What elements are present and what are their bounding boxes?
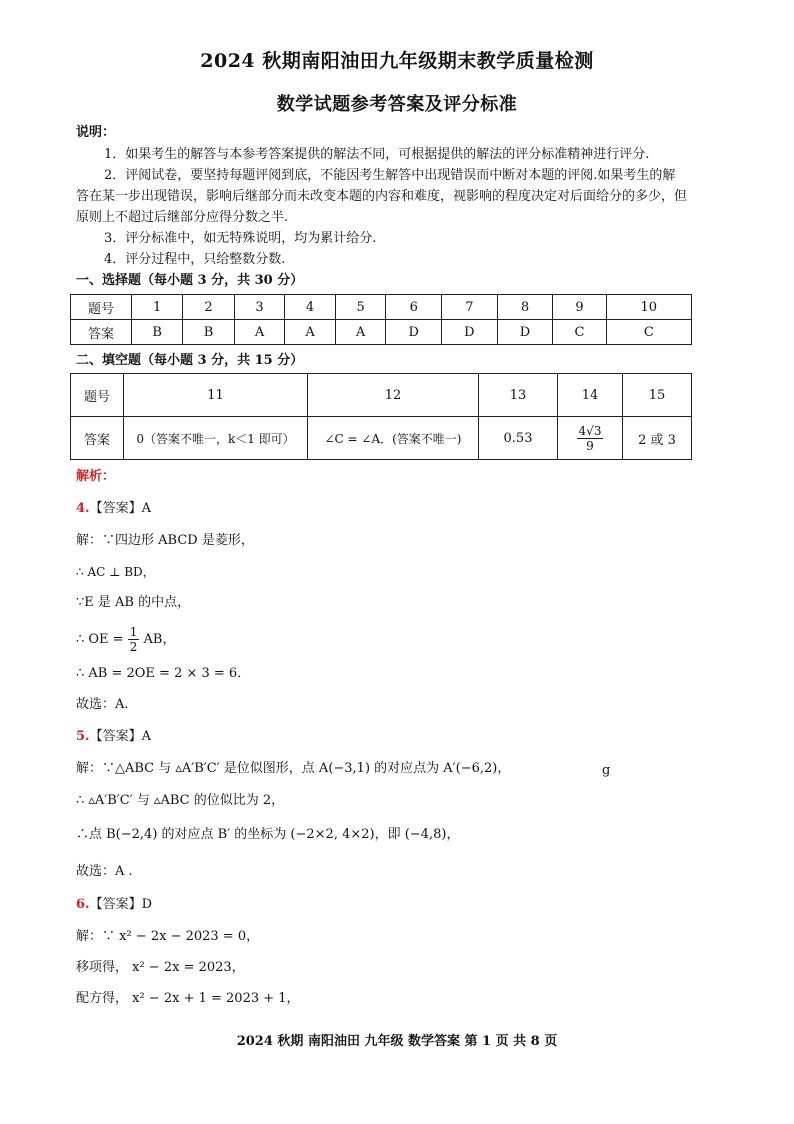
table-cell: 15 (623, 374, 692, 417)
table-cell: A (234, 320, 285, 345)
row-label-answer: 答案 (71, 320, 132, 345)
q5-line-4: 故选：A . (76, 864, 133, 879)
q5-line-3: ∴点 B(−2,4) 的对应点 B′ 的坐标为 (−2×2, 4×2)，即 (−4,8)， (76, 827, 460, 842)
question-number: 5. (76, 729, 90, 744)
table-cell: 2 或 3 (623, 417, 692, 460)
document-title: 2024 秋期南阳油田九年级期末教学质量检测 (200, 50, 594, 72)
table-cell: ∠C = ∠A．(答案不唯一) (308, 417, 479, 460)
fill-answer-table (70, 373, 692, 460)
q4-line-3: ∵E 是 AB 的中点， (76, 595, 191, 610)
note-2-line-2: 答在某一步出现错误，影响后继部分而未改变本题的内容和难度，视影响的程度决定对后面给分的多少，但 (76, 189, 688, 204)
note-4: 4．评分过程中，只给整数分数. (104, 252, 286, 267)
q6-line-1: 解：∵ x² − 2x − 2023 = 0， (76, 929, 260, 944)
q5-line-1: 解：∵△ABC 与 ▵A′B′C′ 是位似图形，点 A(−3,1) 的对应点为 A′(−6,2)， (76, 761, 511, 776)
table-cell: D (442, 320, 498, 345)
table-cell: 0（答案不唯一，k＜1 即可） (124, 417, 308, 460)
question-number: 4. (76, 501, 90, 516)
table-cell: 2 (183, 295, 234, 320)
q5-line-2: ∴ ▵A′B′C′ 与 ▵ABC 的位似比为 2， (76, 793, 285, 808)
analysis-heading: 解析： (76, 469, 116, 484)
q4-line-1: 解：∵四边形 ABCD 是菱形， (76, 533, 254, 548)
table-cell: B (183, 320, 234, 345)
page-footer: 2024 秋期 南阳油田 九年级 数学答案 第 1 页 共 8 页 (236, 1034, 558, 1049)
stray-mark: g (602, 763, 611, 778)
table-cell: 3 (234, 295, 285, 320)
table-row (71, 295, 692, 320)
q4-line-6: 故选：A. (76, 697, 129, 712)
table-cell (558, 417, 623, 460)
table-cell: 11 (124, 374, 308, 417)
note-1: 1．如果考生的解答与本参考答案提供的解法不同，可根据提供的解法的评分标准精神进行评分. (104, 147, 650, 162)
notes-heading: 说明： (76, 125, 116, 140)
q6-line-2: 移项得， x² − 2x = 2023， (76, 960, 245, 975)
section1-heading: 一、选择题（每小题 3 分，共 30 分） (76, 273, 304, 288)
note-2-line-1: 2．评阅试卷，要坚持每题评阅到底，不能因考生解答中出现错误而中断对本题的评阅.如果考生的解 (104, 168, 676, 183)
row-label-question: 题号 (71, 295, 132, 320)
note-2-line-3: 原则上不超过后继部分应得分数之半. (76, 210, 289, 225)
q4-line-5: ∴ AB = 2OE = 2 × 3 = 6． (76, 666, 251, 681)
note-3: 3．评分标准中，如无特殊说明，均为累计给分. (104, 231, 377, 246)
q5-answer (76, 728, 151, 746)
table-cell: 10 (606, 295, 691, 320)
table-cell: C (553, 320, 606, 345)
table-cell: 9 (553, 295, 606, 320)
equation-rhs: AB， (143, 632, 176, 647)
document-subtitle: 数学试题参考答案及评分标准 (276, 94, 518, 115)
table-cell: 13 (479, 374, 558, 417)
table-cell: 6 (386, 295, 442, 320)
equation-lhs: ∴ OE = (76, 632, 124, 647)
fraction (128, 625, 140, 654)
row-label-answer: 答案 (71, 417, 124, 460)
fraction-numerator: 1 (129, 625, 138, 639)
table-row (71, 417, 692, 460)
table-cell: 5 (335, 295, 386, 320)
table-cell: D (497, 320, 553, 345)
table-row (71, 374, 692, 417)
section2-heading: 二、填空题（每小题 3 分，共 15 分） (76, 353, 304, 368)
choice-answer-table (70, 294, 692, 345)
table-cell: C (606, 320, 691, 345)
answer-label: 【答案】D (89, 897, 153, 912)
table-cell: 1 (132, 295, 183, 320)
table-cell: 0.53 (479, 417, 558, 460)
row-label-question: 题号 (71, 374, 124, 417)
table-cell: 14 (558, 374, 623, 417)
fraction-denominator: 2 (129, 640, 138, 654)
q4-line-2: ∴ AC ⊥ BD， (76, 565, 155, 579)
answer-label: 【答案】A (89, 729, 151, 744)
table-cell: D (386, 320, 442, 345)
table-cell: B (132, 320, 183, 345)
fraction (577, 424, 604, 453)
table-row (71, 320, 692, 345)
question-number: 6. (76, 897, 90, 912)
q6-line-3: 配方得， x² − 2x + 1 = 2023 + 1， (76, 991, 300, 1006)
q4-answer (76, 500, 151, 518)
table-cell: A (285, 320, 336, 345)
q4-line-4 (76, 625, 175, 654)
fraction-denominator: 9 (586, 438, 594, 453)
fraction-numerator: 4√3 (578, 423, 602, 438)
table-cell: 12 (308, 374, 479, 417)
q6-answer (76, 896, 152, 914)
table-cell: 7 (442, 295, 498, 320)
answer-label: 【答案】A (89, 501, 151, 516)
table-cell: 4 (285, 295, 336, 320)
table-cell: A (335, 320, 386, 345)
table-cell: 8 (497, 295, 553, 320)
